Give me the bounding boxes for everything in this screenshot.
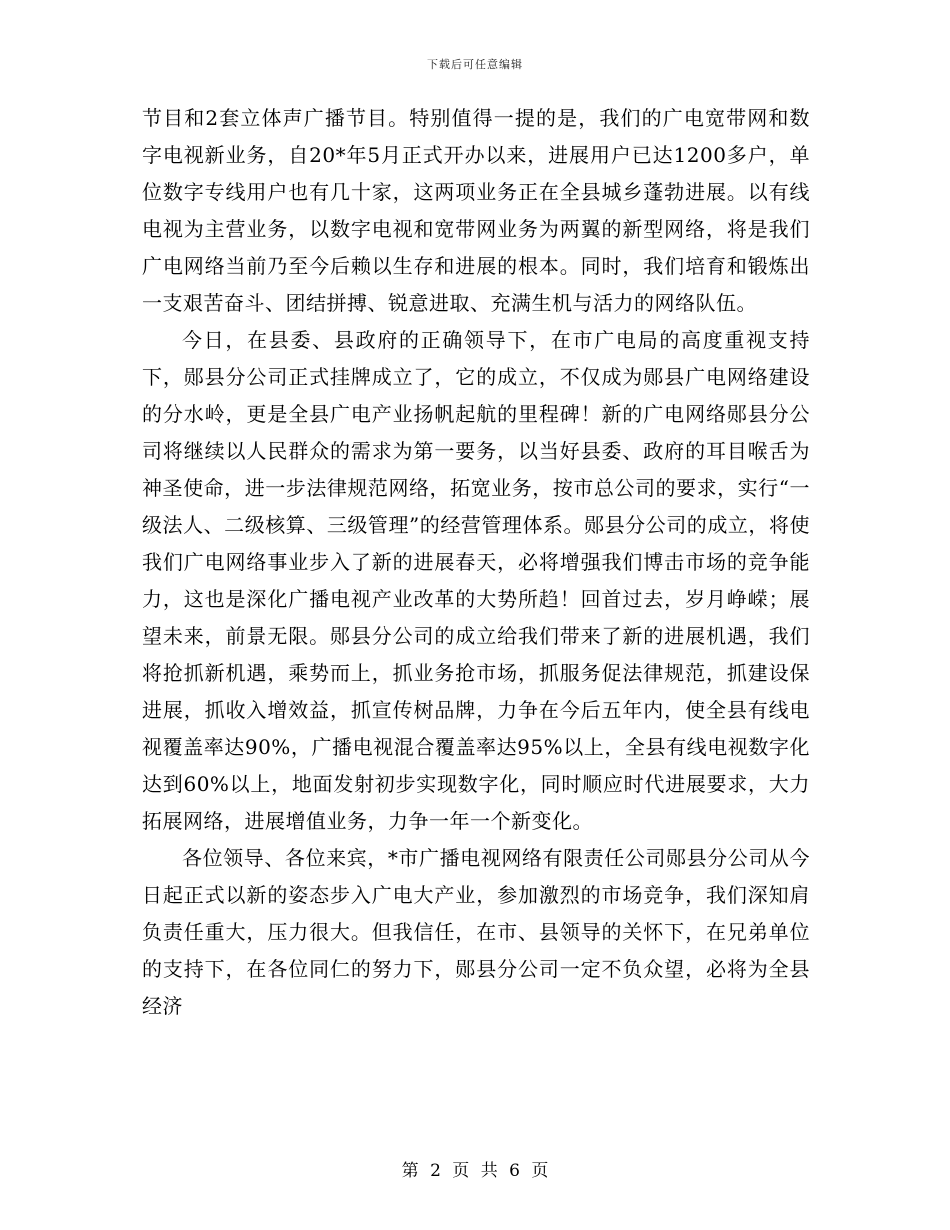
page-footer: 第 2 页 共 6 页 [401, 1161, 549, 1181]
paragraph-3: 各位领导、各位来宾，*市广播电视网络有限责任公司郧县分公司从今日起正式以新的姿态步入广电大产业，参加激烈的市场竞争，我们深知肩负责任重大，压力很大。但我信任，在市、县领导的关怀下，在兄弟单位的支持下，在各位同仁的努力下，郧县分公司一定不负众望，必将为全县经济 [142, 846, 810, 1018]
paragraph-1: 节目和2套立体声广播节目。特别值得一提的是，我们的广电宽带网和数字电视新业务，自20*年5月正式开办以来，进展用户已达1200多户，单位数字专线用户也有几十家，这两项业务正在全县城乡蓬勃进展。以有线电视为主营业务，以数字电视和宽带网业务为两翼的新型网络，将是我们广电网络当前乃至今后赖以生存和进展的根本。同时，我们培育和锻炼出一支艰苦奋斗、团结拼搏、锐意进取、充满生机与活力的网络队伍。 [142, 106, 810, 315]
page-header: 下载后可任意编辑 [427, 58, 523, 71]
paragraph-2: 今日，在县委、县政府的正确领导下，在市广电局的高度重视支持下，郧县分公司正式挂牌成立了，它的成立，不仅成为郧县广电网络建设的分水岭，更是全县广电产业扬帆起航的里程碑！新的广电网络郧县分公司将继续以人民群众的需求为第一要务，以当好县委、政府的耳目喉舌为神圣使命，进一步法律规范网络，拓宽业务，按市总公司的要求，实行“一级法人、二级核算、三级管理”的经营管理体系。郧县分公司的成立，将使我们广电网络事业步入了新的进展春天，必将增强我们博击市场的竞争能力，这也是深化广播电视产业改革的大势所趋！回首过去，岁月峥嵘；展望未来，前景无限。郧县分公司的成立给我们带来了新的进展机遇，我们将抢抓新机遇，乘势而上，抓业务抢市场，抓服务促法律规范，抓建设保进展，抓收入增效益，抓宣传树品牌，力争在今后五年内，使全县有线电视覆盖率达90%，广播电视混合覆盖率达95%以上，全县有线电视数字化达到60%以上，地面发射初步实现数字化，同时顺应时代进展要求，大力拓展网络，进展增值业务，力争一年一个新变化。 [142, 328, 810, 833]
document-body [142, 100, 810, 1025]
